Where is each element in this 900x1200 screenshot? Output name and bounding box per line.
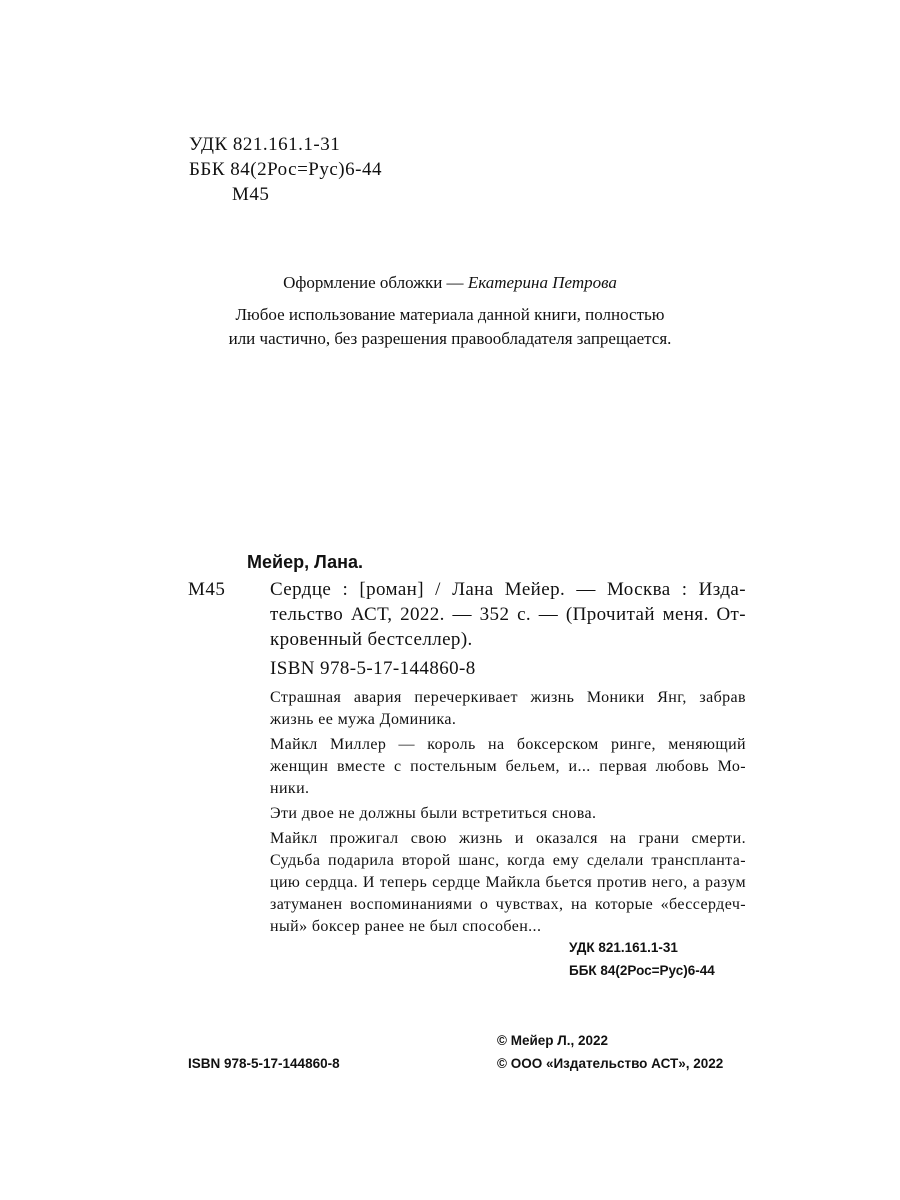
cover-designer-name: Екатерина Петрова bbox=[467, 273, 617, 292]
cover-design-credit bbox=[0, 273, 900, 293]
description-line: Сердце : [роман] / Лана Мейер. — Москва : Изда- bbox=[270, 579, 746, 600]
annotation-line: Майкл Миллер — король на боксерском ринге, меняющий bbox=[270, 736, 746, 753]
copyright-notice-line-2: или частично, без разрешения правообладателя запрещается. bbox=[228, 329, 672, 348]
annotation-line: Эти двое не должны были встретиться снова. bbox=[270, 805, 597, 822]
annotation-line: женщин вместе с постельным бельем, и... первая любовь Мо- bbox=[270, 758, 746, 775]
annotation-line: ный» боксер ранее не был способен... bbox=[270, 918, 542, 935]
copyright-author: © Мейер Л., 2022 bbox=[497, 1033, 609, 1048]
udk-code-bottom: УДК 821.161.1-31 bbox=[569, 940, 678, 955]
copyright-notice bbox=[0, 303, 900, 351]
isbn-line: ISBN 978-5-17-144860-8 bbox=[270, 658, 476, 679]
annotation-line: Майкл прожигал свою жизнь и оказался на грани смерти. bbox=[270, 830, 746, 847]
author-mark-top: М45 bbox=[232, 184, 270, 205]
annotation-line: затуманен воспоминаниями о чувствах, на которые «бессердеч- bbox=[270, 896, 746, 913]
annotation-line: ники. bbox=[270, 780, 310, 797]
annotation-line: Судьба подарила второй шанс, когда ему сделали транспланта- bbox=[270, 852, 746, 869]
description-line: кровенный бестселлер). bbox=[270, 629, 473, 650]
annotation-line: жизнь ее мужа Доминика. bbox=[270, 711, 457, 728]
copyright-notice-line-1: Любое использование материала данной книги, полностью bbox=[235, 305, 665, 324]
author-heading: Мейер, Лана. bbox=[247, 552, 364, 572]
cover-credit-prefix: Оформление обложки — bbox=[283, 273, 464, 292]
footer-isbn: ISBN 978-5-17-144860-8 bbox=[188, 1056, 340, 1071]
udk-code-top: УДК 821.161.1-31 bbox=[189, 134, 341, 155]
copyright-publisher: © ООО «Издательство АСТ», 2022 bbox=[497, 1056, 724, 1071]
bbk-code-top: ББК 84(2Рос=Рус)6-44 bbox=[189, 159, 382, 180]
bbk-code-bottom: ББК 84(2Рос=Рус)6-44 bbox=[569, 963, 715, 978]
annotation-line: Страшная авария перечеркивает жизнь Моники Янг, забрав bbox=[270, 689, 746, 706]
annotation-line: цию сердца. И теперь сердце Майкла бьется против него, а разум bbox=[270, 874, 746, 891]
author-mark: М45 bbox=[188, 579, 226, 600]
description-line: тельство АСТ, 2022. — 352 с. — (Прочитай меня. От- bbox=[270, 604, 746, 625]
